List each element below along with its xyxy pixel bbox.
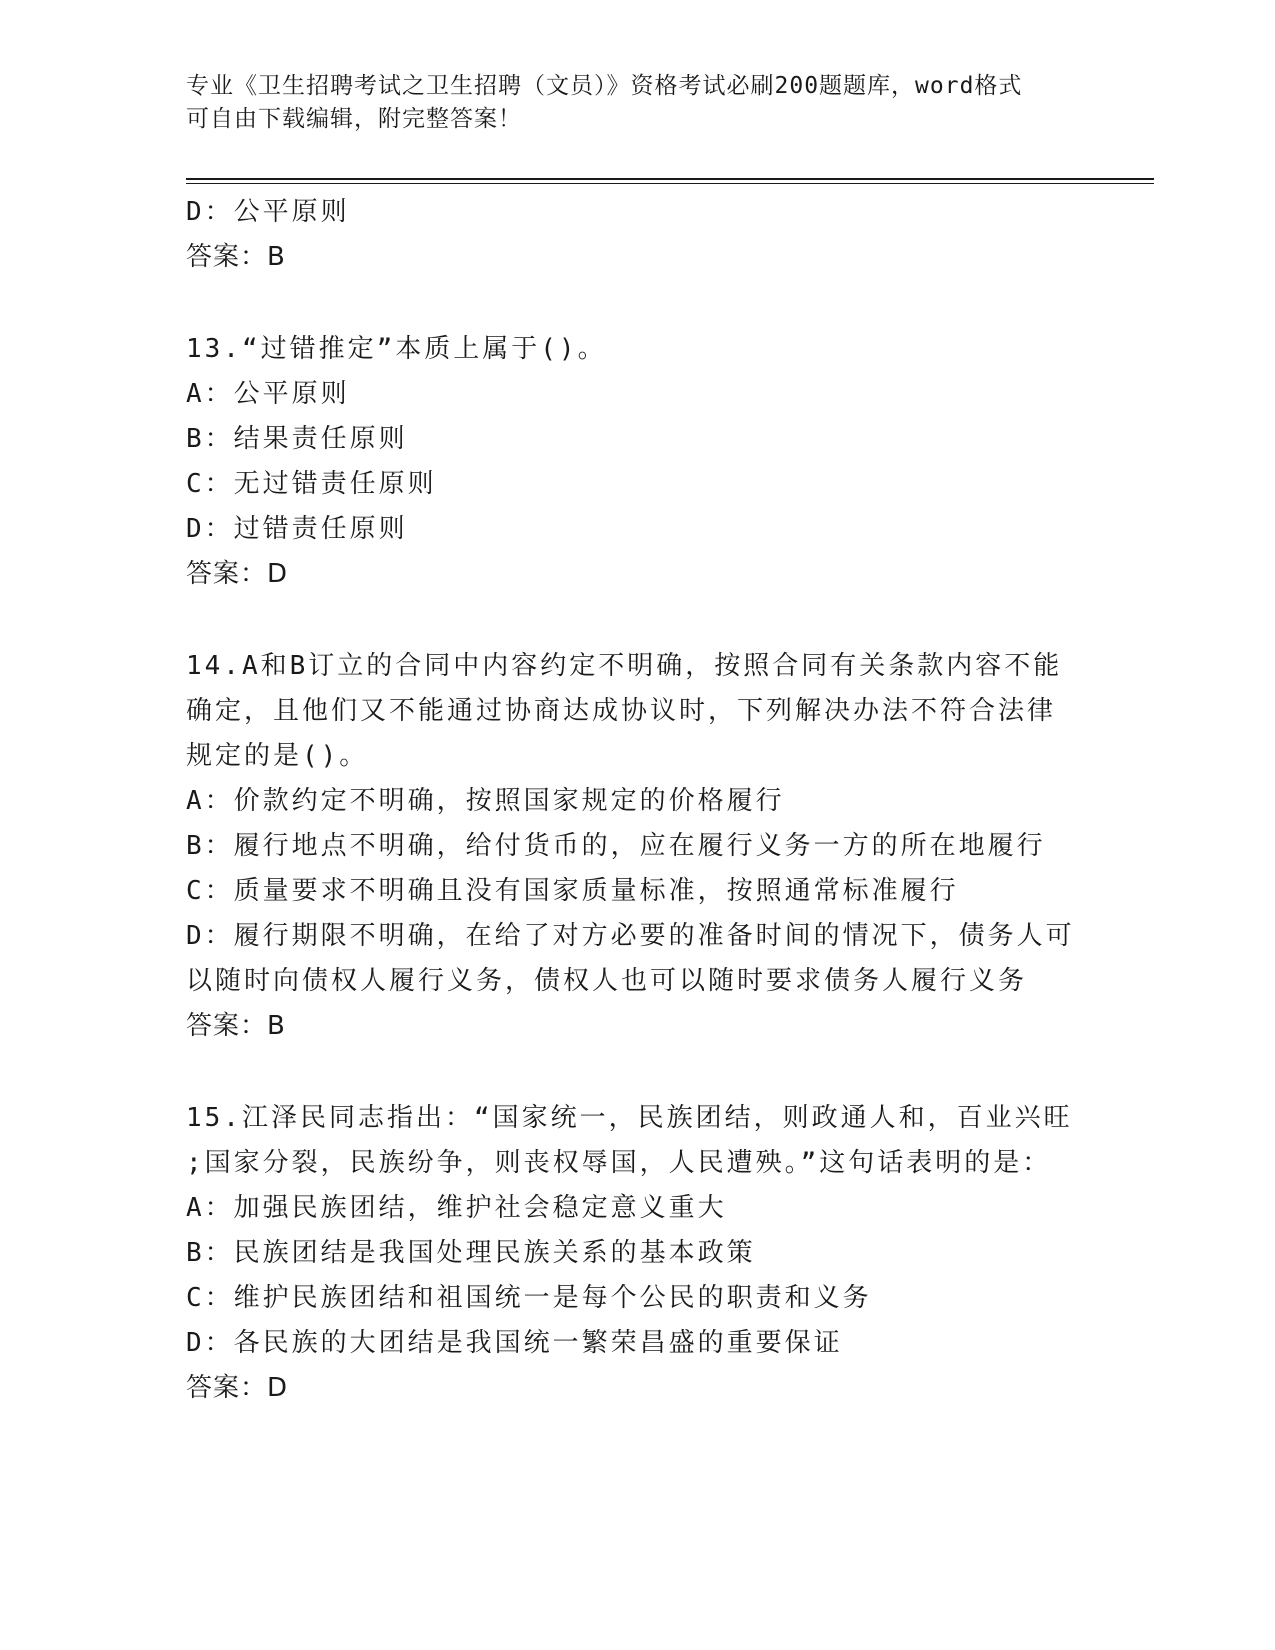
header-divider xyxy=(186,178,1154,184)
question-text: 15.江泽民同志指出：“国家统一，民族团结，则政通人和，百业兴旺 xyxy=(186,1103,1073,1133)
answer-line: 答案：D xyxy=(186,1373,289,1403)
option-c: C：维护民族团结和祖国统一是每个公民的职责和义务 xyxy=(186,1283,872,1313)
option-d: D：各民族的大团结是我国统一繁荣昌盛的重要保证 xyxy=(186,1328,843,1358)
question-text: 规定的是()。 xyxy=(186,741,369,771)
option-b: B：结果责任原则 xyxy=(186,424,408,454)
answer-line: 答案：D xyxy=(186,559,289,589)
header-title-line-1: 专业《卫生招聘考试之卫生招聘（文员）》资格考试必刷200题题库，word格式 xyxy=(186,73,1023,99)
option-b: B：履行地点不明确，给付货币的，应在履行义务一方的所在地履行 xyxy=(186,831,1046,861)
option-a: A：公平原则 xyxy=(186,379,350,409)
header-title-line-2: 可自由下载编辑，附完整答案！ xyxy=(186,106,522,132)
page-header xyxy=(186,70,1066,136)
answer-line: 答案：B xyxy=(186,1011,286,1041)
option-d: D：过错责任原则 xyxy=(186,514,408,544)
question-block-14 xyxy=(186,644,1086,1049)
option-a: A：价款约定不明确，按照国家规定的价格履行 xyxy=(186,786,785,816)
option-d-continued: 以随时向债权人履行义务，债权人也可以随时要求债务人履行义务 xyxy=(186,966,1028,996)
option-d: D：履行期限不明确，在给了对方必要的准备时间的情况下，债务人可 xyxy=(186,921,1075,951)
question-content xyxy=(186,190,1086,1411)
option-c: C：无过错责任原则 xyxy=(186,469,437,499)
answer-line: 答案：B xyxy=(186,242,286,272)
option-c: C：质量要求不明确且没有国家质量标准，按照通常标准履行 xyxy=(186,876,959,906)
question-block-15 xyxy=(186,1096,1086,1411)
option-a: A：加强民族团结，维护社会稳定意义重大 xyxy=(186,1193,727,1223)
option-d: D：公平原则 xyxy=(186,197,350,227)
question-text: ;国家分裂，民族纷争，则丧权辱国，人民遭殃。”这句话表明的是： xyxy=(186,1148,1052,1178)
question-block-13 xyxy=(186,327,1086,597)
question-text: 13.“过错推定”本质上属于()。 xyxy=(186,334,607,364)
question-text: 14.A和B订立的合同中内容约定不明确，按照合同有关条款内容不能 xyxy=(186,651,1063,681)
question-text: 确定，且他们又不能通过协商达成协议时，下列解决办法不符合法律 xyxy=(186,696,1057,726)
option-b: B：民族团结是我国处理民族关系的基本政策 xyxy=(186,1238,756,1268)
